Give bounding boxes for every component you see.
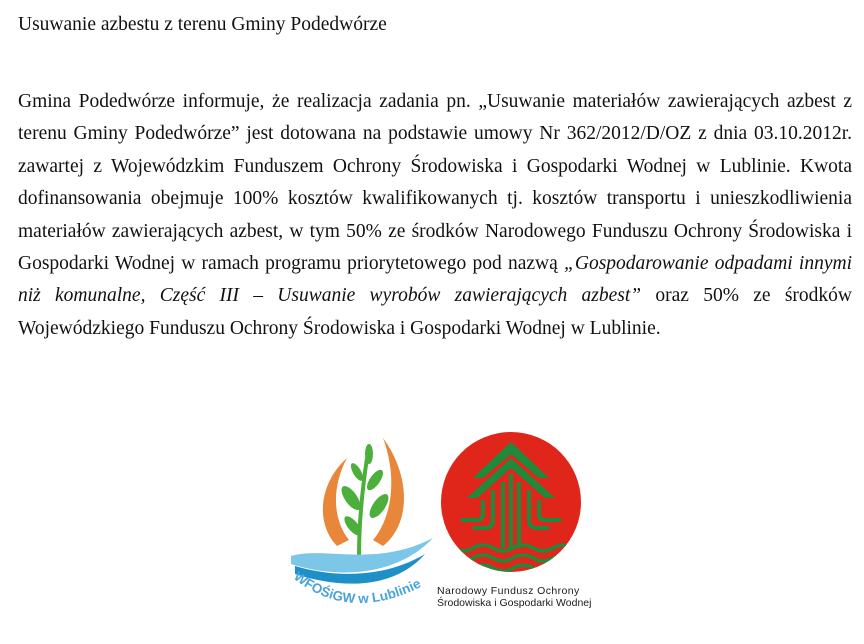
paragraph-text-part1: Gmina Podedwórze informuje, że realizacja zadania pn. „Usuwanie materiałów zawierających azbest z terenu Gminy Podedwórze” jest dotowana na podstawie umowy Nr 362/2012/D/OZ z dnia 03.10.2012r. zawartej z Wojewódzkim Funduszem Ochrony Środowiska i Gospodarki Wodnej w Lublinie. Kwota dofinansowania obejmuje 100% kosztów kwalifikowanych tj. kosztów transportu i unieszkodliwienia materiałów zawierających azbest, w tym 50% ze środków Narodowego Funduszu Ochrony Środowiska i Gospodarki Wodnej w ramach programu priorytetowego pod nazwą: [18, 91, 852, 275]
wfosigw-logo-text: WFOŚiGW w Lublinie: [291, 568, 424, 607]
nfosigw-logo-caption: [437, 585, 591, 609]
paragraph-text-part2: oraz 50% ze środków Wojewódzkiego Funduszu Ochrony Środowiska i Gospodarki Wodnej w Lublinie.: [18, 285, 852, 339]
nfosigw-emblem-icon: [433, 428, 583, 588]
nfosigw-logo: [433, 428, 592, 628]
logos-row: [285, 428, 595, 628]
document: [18, 10, 852, 345]
paragraph-program-name: „Gospodarowanie odpadami innymi niż komunalne, Część III – Usuwanie wyrobów zawierających azbest”: [18, 253, 852, 307]
document-paragraph: [18, 86, 852, 345]
wfosigw-logo: [285, 428, 440, 628]
wfosigw-emblem-icon: [285, 428, 440, 628]
nfosigw-caption-line1: Narodowy Fundusz Ochrony: [437, 585, 580, 597]
document-title: Usuwanie azbestu z terenu Gminy Podedwórze: [18, 14, 387, 35]
nfosigw-caption-line2: Środowiska i Gospodarki Wodnej: [437, 597, 592, 609]
